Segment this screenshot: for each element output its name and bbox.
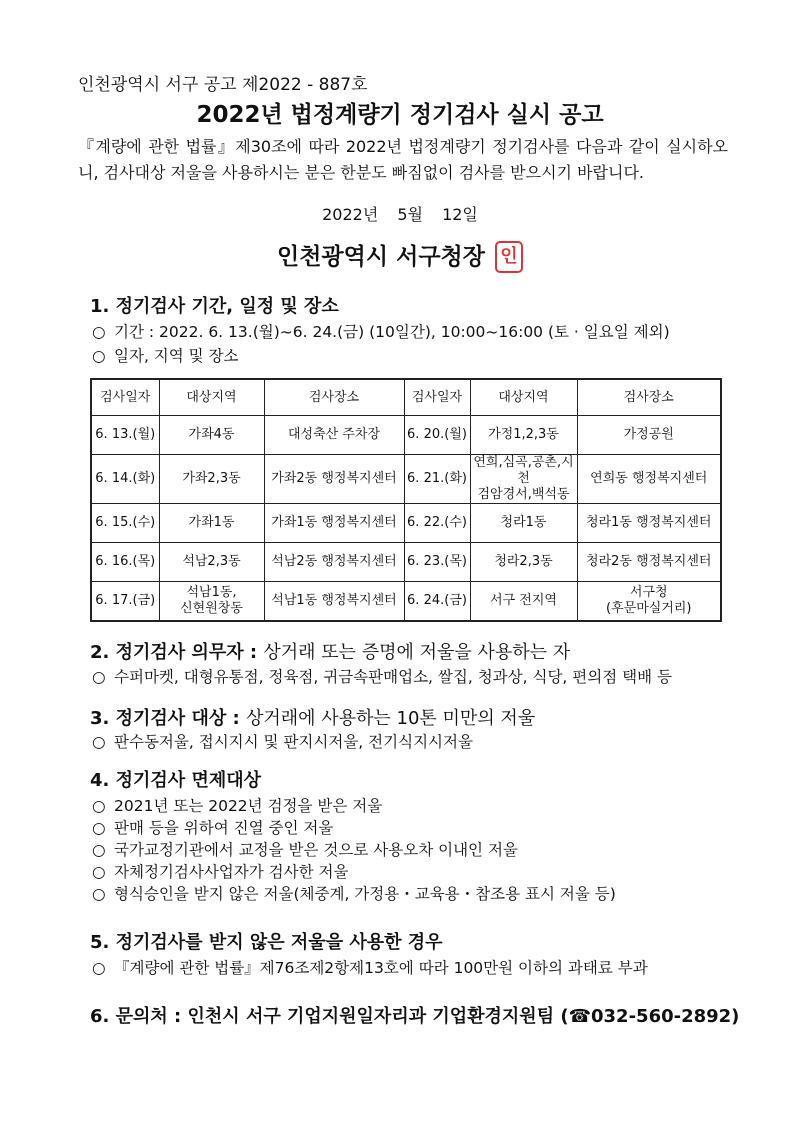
bullet-circle-icon: ○ (92, 347, 106, 365)
issuer-line (0, 238, 800, 273)
table-cell: 석남1동 행정복지센터 (264, 582, 404, 622)
table-cell: 가좌4동 (159, 416, 264, 455)
table-cell: 6. 20.(월) (404, 416, 470, 455)
table-cell: 6. 15.(수) (91, 504, 159, 543)
list-item-text: 『계량에 관한 법률』제76조제2항제13호에 따라 100만원 이하의 과태료 부과 (114, 959, 648, 977)
bullet-circle-icon: ○ (92, 819, 106, 837)
table-cell: 6. 22.(수) (404, 504, 470, 543)
column-header: 검사일자 (404, 379, 470, 416)
list-item-text: 2021년 또는 2022년 검정을 받은 저울 (114, 797, 383, 815)
list-item (92, 794, 382, 816)
list-item-text: 판수동저울, 접시지시 및 판지시저울, 전기식지시저울 (114, 733, 473, 751)
intro-paragraph: 『계량에 관한 법률』제30조에 따라 2022년 법정계량기 정기검사를 다음과 같이 실시하오니, 검사대상 저울을 사용하시는 분은 한분도 빠짐없이 검사를 받으시기 바랍니다. (78, 137, 728, 182)
table-row (91, 582, 721, 622)
table-cell: 청라1동 행정복지센터 (577, 504, 721, 543)
table-cell: 가좌1동 (159, 504, 264, 543)
table-cell: 석남2,3동 (159, 543, 264, 582)
list-item-text: 판매 등을 위하여 진열 중인 저울 (114, 819, 334, 837)
bullet-circle-icon: ○ (92, 863, 106, 881)
bullet-circle-icon: ○ (92, 959, 106, 977)
table-row (91, 543, 721, 582)
table-cell: 6. 21.(화) (404, 455, 470, 504)
table-cell: 가좌1동 행정복지센터 (264, 504, 404, 543)
list-item-text: 국가교정기관에서 교정을 받은 것으로 사용오차 이내인 저울 (114, 841, 518, 859)
table-cell: 연희동 행정복지센터 (577, 455, 721, 504)
list-item (92, 730, 473, 752)
list-item (92, 665, 672, 687)
table-cell: 가정1,2,3동 (470, 416, 577, 455)
table-cell: 6. 23.(목) (404, 543, 470, 582)
bullet-circle-icon: ○ (92, 668, 106, 686)
table-cell: 가정공원 (577, 416, 721, 455)
table-cell: 서구 전지역 (470, 582, 577, 622)
table-cell: 석남1동, 신현원창동 (159, 582, 264, 622)
table-row (91, 416, 721, 455)
table-row (91, 504, 721, 543)
bullet-circle-icon: ○ (92, 323, 106, 341)
list-item-text: 일자, 지역 및 장소 (114, 347, 239, 365)
column-header: 대상지역 (470, 379, 577, 416)
list-item (92, 320, 670, 342)
table-cell: 6. 14.(화) (91, 455, 159, 504)
column-header: 검사장소 (577, 379, 721, 416)
list-item (92, 860, 348, 882)
list-item (92, 882, 616, 904)
table-cell: 서구청 (후문마실거리) (577, 582, 721, 622)
section2-heading (90, 638, 570, 664)
table-cell: 6. 24.(금) (404, 582, 470, 622)
section6-contact: 6. 문의처 : 인천시 서구 기업지원일자리과 기업환경지원팀 (☎032-560-2892) (90, 1006, 740, 1027)
column-header: 대상지역 (159, 379, 264, 416)
section5-heading: 5. 정기검사를 받지 않은 저울을 사용한 경우 (90, 932, 443, 953)
notice-date: 2022년 5월 12일 (322, 205, 478, 224)
table-cell: 청라2동 행정복지센터 (577, 543, 721, 582)
column-header: 검사일자 (91, 379, 159, 416)
section2-lead: 상거래 또는 증명에 저울을 사용하는 자 (263, 642, 571, 663)
table-cell: 청라2,3동 (470, 543, 577, 582)
list-item-text: 형식승인을 받지 않은 저울(체중계, 가정용・교육용・참조용 표시 저울 등) (114, 885, 616, 903)
table-cell: 연희,심곡,공촌,시천 검암경서,백석동 (470, 455, 577, 504)
section4-heading: 4. 정기검사 면제대상 (90, 770, 261, 791)
document-title: 2022년 법정계량기 정기검사 실시 공고 (196, 102, 604, 128)
table-header-row (91, 379, 721, 416)
official-seal-icon: 인 (495, 241, 523, 273)
section1-heading: 1. 정기검사 기간, 일정 및 장소 (90, 296, 339, 317)
table-cell: 석남2동 행정복지센터 (264, 543, 404, 582)
section3-heading (90, 704, 535, 730)
section3-title: 3. 정기검사 대상 : (90, 708, 240, 729)
bullet-circle-icon: ○ (92, 797, 106, 815)
list-item (92, 956, 648, 978)
section3-lead: 상거래에 사용하는 10톤 미만의 저울 (245, 708, 536, 729)
table-cell: 청라1동 (470, 504, 577, 543)
list-item (92, 816, 333, 838)
table-row (91, 455, 721, 504)
list-item-text: 자체정기검사사업자가 검사한 저울 (114, 863, 349, 881)
table-cell: 가좌2동 행정복지센터 (264, 455, 404, 504)
bullet-circle-icon: ○ (92, 841, 106, 859)
inspection-schedule-table (90, 378, 722, 622)
table-cell: 6. 13.(월) (91, 416, 159, 455)
list-item-text: 기간 : 2022. 6. 13.(월)~6. 24.(금) (10일간), 10:00~16:00 (토 · 일요일 제외) (114, 323, 670, 341)
table-cell: 6. 17.(금) (91, 582, 159, 622)
table-cell: 가좌2,3동 (159, 455, 264, 504)
bullet-circle-icon: ○ (92, 733, 106, 751)
issuer-name: 인천광역시 서구청장 (277, 244, 485, 270)
list-item (92, 344, 239, 366)
notice-number: 인천광역시 서구 공고 제2022 - 887호 (78, 75, 368, 95)
table-cell: 대성축산 주차장 (264, 416, 404, 455)
list-item (92, 838, 518, 860)
list-item-text: 수퍼마켓, 대형유통점, 정육점, 귀금속판매업소, 쌀집, 청과상, 식당, 편의점 택배 등 (114, 668, 672, 686)
section2-title: 2. 정기검사 의무자 : (90, 642, 258, 663)
column-header: 검사장소 (264, 379, 404, 416)
bullet-circle-icon: ○ (92, 885, 106, 903)
table-cell: 6. 16.(목) (91, 543, 159, 582)
